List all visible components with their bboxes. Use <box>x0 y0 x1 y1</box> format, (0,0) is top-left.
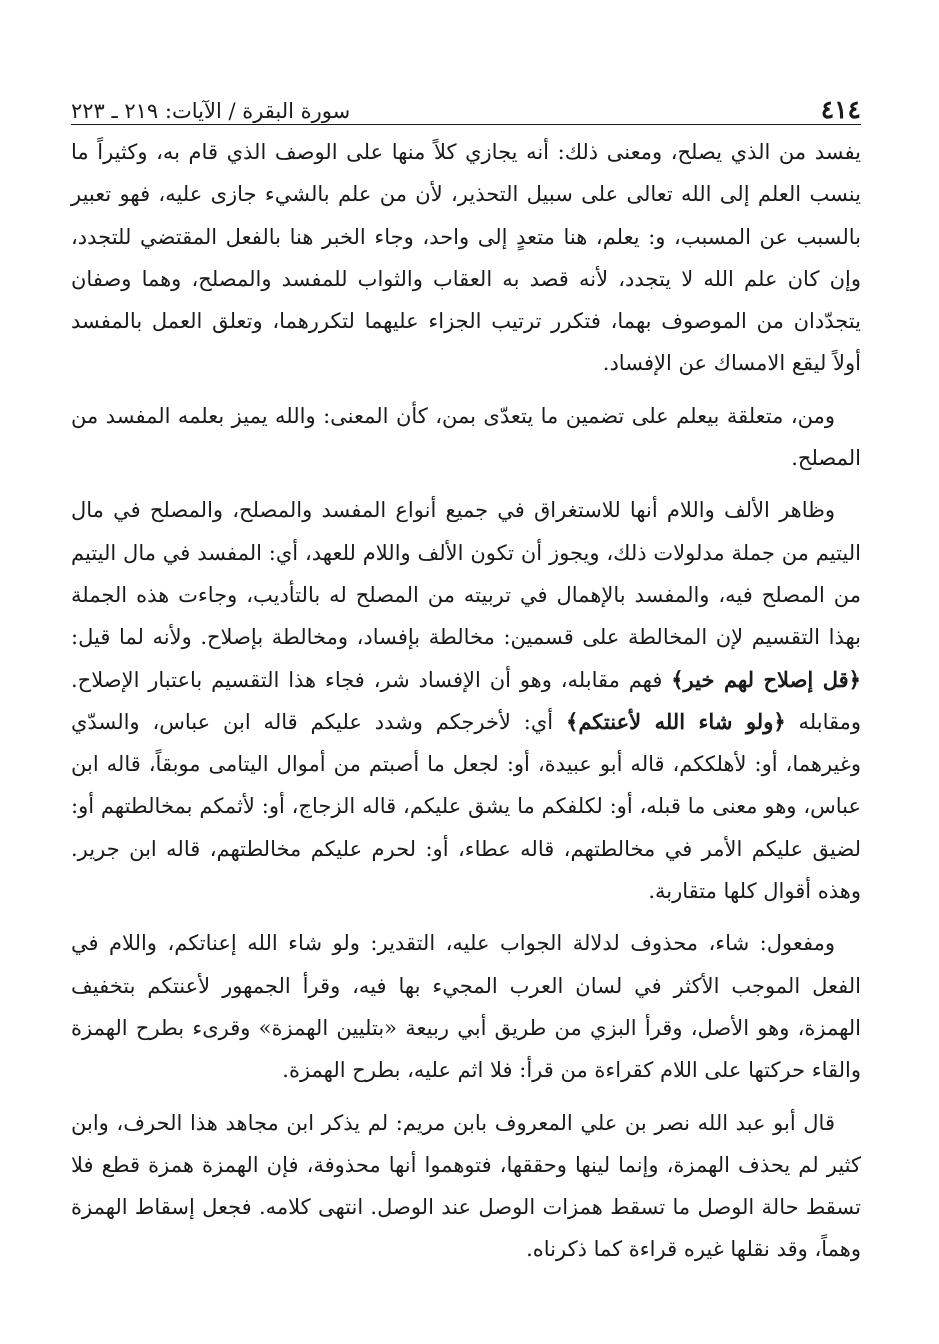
body-text <box>71 131 861 1271</box>
quran-quote: ﴿ولو شاء الله لأعنتكم﴾ <box>566 708 786 734</box>
paragraph-text: وظاهر الألف واللام أنها للاستغراق في جميع أنواع المفسد والمصلح، والمصلح في مال اليتيم من جملة مدلولات ذلك، ويجوز أن تكون الألف واللام للعهد، أي: المفسد في مال اليتيم من المصلح فيه، والمفسد بالإهمال في تربيته من المصلح له بالتأديب، وجاءت هذه الجملة بهذا التقسيم لإن المخالطة على قسمين: مخالطة بإفساد، ومخالطة بإصلاح. ولأنه لما قيل: <box>71 498 861 650</box>
paragraph <box>71 489 861 912</box>
document-page <box>71 82 861 1281</box>
paragraph-text: أي: لأخرجكم وشدد عليكم قاله ابن عباس، والسدّي وغيرهما، أو: لأهلككم، قاله أبو عبيدة، أو: لجعل ما أصبتم من أموال اليتامى موبقاً، قاله ابن عباس، وهو معنى ما قبله، أو: لكلفكم ما يشق عليكم، قاله الزجاج، أو: لأثمكم بمخالطتهم أو: لضيق عليكم الأمر في مخالطتهم، قاله عطاء، أو: لحرم عليكم مخالطتهم، قاله ابن جرير. وهذه أقوال كلها متقاربة. <box>71 709 861 904</box>
paragraph-text: فهم مقابله، وهو أن الإفساد شر، فجاء هذا التقسيم باعتبار الإصلاح. ومقابله <box>71 667 861 734</box>
quran-quote: ﴿قل إصلاح لهم خير﴾ <box>671 666 861 692</box>
paragraph-text: يفسد من الذي يصلح، ومعنى ذلك: أنه يجازي كلاً منها على الوصف الذي قام به، وكثيراً ما ينسب العلم إلى الله تعالى على سبيل التحذير، لأن من علم بالشيء جازى عليه، فهو تعبير بالسبب عن المسبب، و: يعلم، هنا متعدٍ إلى واحد، وجاء الخبر هنا بالفعل المقتضي للتجدد، وإن كان علم الله لا يتجدد، لأنه قصد به العقاب والثواب للمفسد والمصلح، وهما وصفان يتجدّدان من الموصوف بهما، فتكرر ترتيب الجزاء عليهما لتكررهما، وتعلق العمل بالمفسد أولاً ليقع الامساك عن الإفساد. <box>71 140 861 376</box>
paragraph-text: قال أبو عبد الله نصر بن علي المعروف بابن مريم: لم يذكر ابن مجاهد هذا الحرف، وابن كثير لم يحذف الهمزة، وإنما لينها وحققها، فتوهموا أنها محذوفة، فإن الهمزة همزة قطع فلا تسقط حالة الوصل ما تسقط همزات الوصل عند الوصل. انتهى كلامه. فجعل إسقاط الهمزة وهماً، وقد نقلها غيره قراءة كما ذكرناه. <box>71 1110 861 1262</box>
running-title: سورة البقرة / الآيات: ٢١٩ ـ ٢٢٣ <box>71 99 351 123</box>
page-number: ٤١٤ <box>820 95 861 124</box>
paragraph <box>71 1102 861 1271</box>
paragraph-text: ومفعول: شاء، محذوف لدلالة الجواب عليه، التقدير: ولو شاء الله إعناتكم، واللام في الفعل الموجب الأكثر في لسان العرب المجيء بها فيه، وقرأ الجمهور لأعنتكم بتخفيف الهمزة، وهو الأصل، وقرأ البزي من طريق أبي ربيعة «بتليين الهمزة» وقرىء بطرح الهمزة والقاء حركتها على اللام كقراءة من قرأ: فلا اثم عليه، بطرح الهمزة. <box>71 931 861 1083</box>
page-header <box>71 82 861 125</box>
paragraph <box>71 922 861 1091</box>
paragraph <box>71 395 861 480</box>
paragraph <box>71 131 861 385</box>
paragraph-text: ومن، متعلقة بيعلم على تضمين ما يتعدّى بمن، كأن المعنى: والله يميز بعلمه المفسد من المصلح. <box>71 403 861 471</box>
